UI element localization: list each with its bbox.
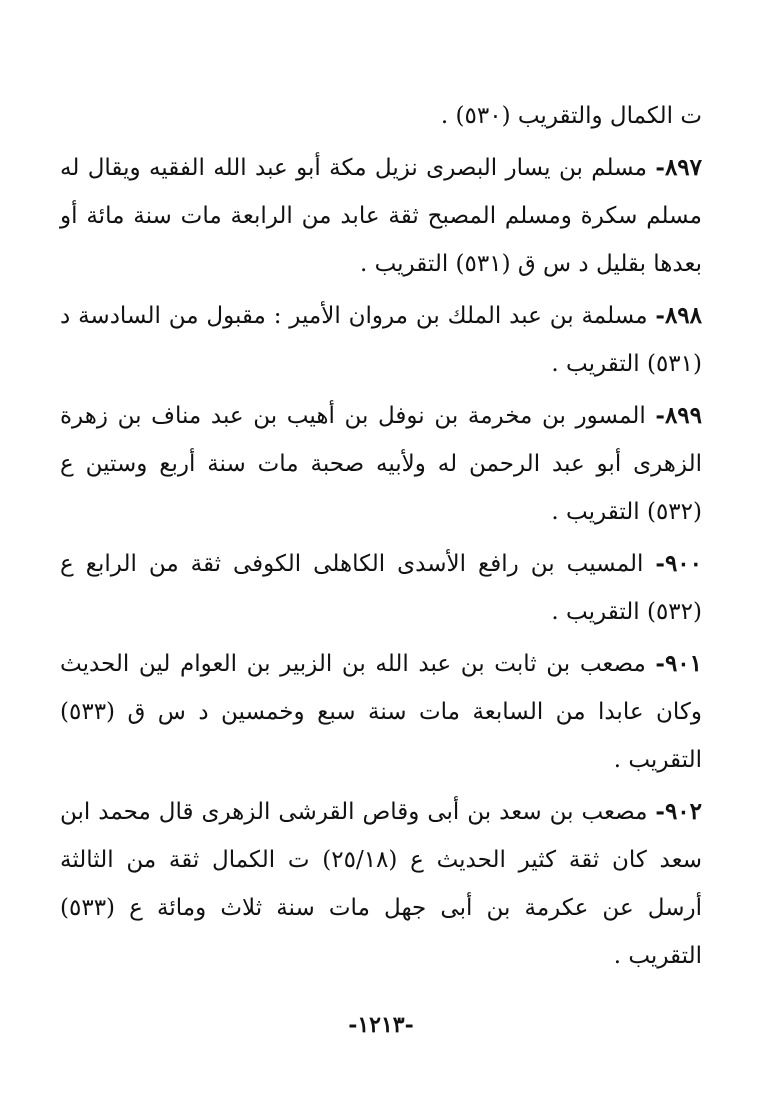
entry-text: مسلم بن يسار البصرى نزيل مكة أبو عبد الله الفقيه ويقال له مسلم سكرة ومسلم المصبح ثقة عابد من الرابعة مات سنة مائة أو بعدها بقليل د س ق (٥٣١) التقريب . (60, 155, 702, 277)
page-number: -١٢١٣- (348, 1012, 414, 1038)
entry-text: مسلمة بن عبد الملك بن مروان الأمير : مقبول من السادسة د (٥٣١) التقريب . (60, 303, 702, 377)
entry-number: ٩٠٠- (655, 550, 702, 577)
entry-text: المسور بن مخرمة بن نوفل بن أهيب بن عبد مناف بن زهرة الزهرى أبو عبد الرحمن له ولأبيه صحبة مات سنة أربع وستين ع (٥٣٢) التقريب . (60, 403, 703, 525)
entry-number: ٩٠١- (655, 650, 702, 677)
entry-number: ٨٩٧- (655, 154, 702, 181)
entry-897 (60, 144, 702, 288)
entry-number: ٨٩٨- (655, 302, 702, 329)
entry-number: ٩٠٢- (655, 798, 702, 825)
entry-898 (60, 292, 702, 388)
entry-number: ٨٩٩- (655, 402, 702, 429)
entry-900 (60, 540, 702, 636)
entry-899 (60, 392, 702, 536)
entry-text: مصعب بن سعد بن أبى وقاص القرشى الزهرى قال محمد ابن سعد كان ثقة كثير الحديث ع (٢٥/١٨) ت الكمال ثقة من الثالثة أرسل عن عكرمة بن أبى جهل مات سنة ثلاث ومائة ع (٥٣٣) التقريب . (60, 799, 702, 969)
entry-text: ت الكمال والتقريب (٥٣٠) . (440, 103, 702, 129)
entry-text: المسيب بن رافع الأسدى الكاهلى الكوفى ثقة من الرابع ع (٥٣٢) التقريب . (60, 551, 702, 625)
entry-continuation (60, 92, 702, 140)
entry-text: مصعب بن ثابت بن عبد الله بن الزبير بن العوام لين الحديث وكان عابدا من السابعة مات سنة سبع وخمسين د س ق (٥٣٣) التقريب . (60, 651, 702, 773)
entry-901 (60, 640, 702, 784)
entry-902 (60, 788, 702, 980)
entries-block (60, 92, 702, 984)
